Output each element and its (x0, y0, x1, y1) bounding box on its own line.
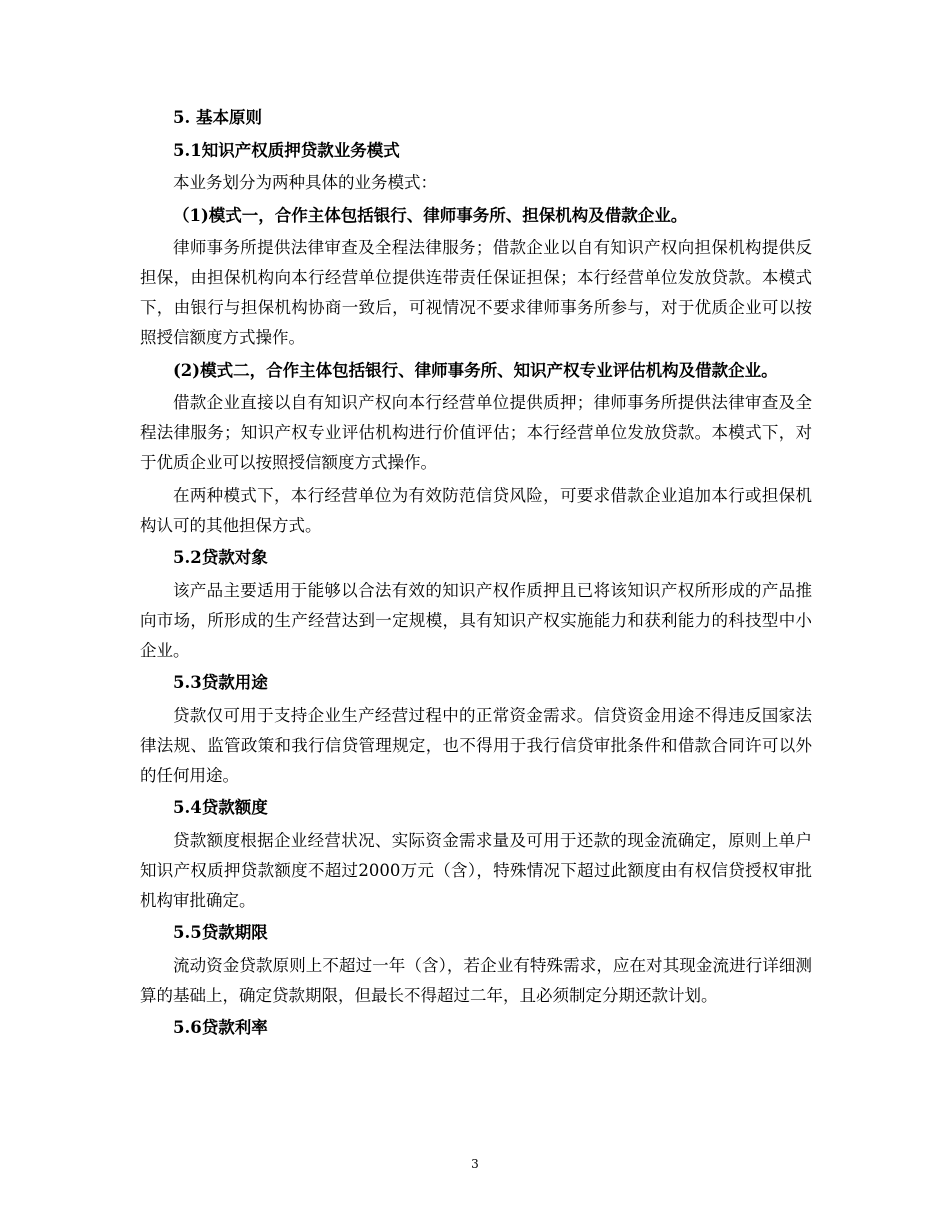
paragraph-5-5: 流动资金贷款原则上不超过一年（含），若企业有特殊需求，应在对其现金流进行详细测算的基础上，确定贷款期限，但最长不得超过二年，且必须制定分期还款计划。 (140, 955, 812, 1005)
page-number: 3 (471, 1157, 479, 1171)
paragraph-both-modes: 在两种模式下，本行经营单位为有效防范信贷风险，可要求借款企业追加本行或担保机构认可的其他担保方式。 (140, 485, 812, 535)
section-heading-5-4: 5.4贷款额度 (173, 798, 268, 817)
section-heading-5-1: 5.1知识产权质押贷款业务模式 (173, 140, 400, 160)
section-heading-5-3: 5.3贷款用途 (173, 673, 268, 692)
paragraph-5-4: 贷款额度根据企业经营状况、实际资金需求量及可用于还款的现金流确定，原则上单户知识产权质押贷款额度不超过2000万元（含），特殊情况下超过此额度由有权信贷授权审批机构审批确定。 (140, 830, 812, 910)
mode-two-title: (2)模式二，合作主体包括银行、律师事务所、知识产权专业评估机构及借款企业。 (173, 360, 778, 380)
section-heading-5-5: 5.5贷款期限 (173, 923, 268, 942)
document-body (140, 103, 812, 1046)
mode-one-body: 律师事务所提供法律审查及全程法律服务；借款企业以自有知识产权向担保机构提供反担保，由担保机构向本行经营单位提供连带责任保证担保；本行经营单位发放贷款。本模式下，由银行与担保机构协商一致后，可视情况不要求律师事务所参与，对于优质企业可以按照授信额度方式操作。 (140, 238, 812, 347)
paragraph-intro: 本业务划分为两种具体的业务模式： (173, 173, 437, 192)
section-heading-5: 5. 基本原则 (173, 108, 262, 127)
paragraph-5-3: 贷款仅可用于支持企业生产经营过程中的正常资金需求。信贷资金用途不得违反国家法律法规、监管政策和我行信贷管理规定，也不得用于我行信贷审批条件和借款合同许可以外的任何用途。 (140, 705, 812, 785)
mode-two-body: 借款企业直接以自有知识产权向本行经营单位提供质押；律师事务所提供法律审查及全程法律服务；知识产权专业评估机构进行价值评估；本行经营单位发放贷款。本模式下，对于优质企业可以按照授信额度方式操作。 (140, 393, 812, 472)
section-heading-5-2: 5.2贷款对象 (173, 548, 268, 567)
paragraph-5-2: 该产品主要适用于能够以合法有效的知识产权作质押且已将该知识产权所形成的产品推向市场，所形成的生产经营达到一定规模，具有知识产权实施能力和获利能力的科技型中小企业。 (140, 580, 812, 660)
section-heading-5-6: 5.6贷款利率 (173, 1018, 268, 1037)
mode-one-title: （1)模式一，合作主体包括银行、律师事务所、担保机构及借款企业。 (173, 205, 688, 225)
